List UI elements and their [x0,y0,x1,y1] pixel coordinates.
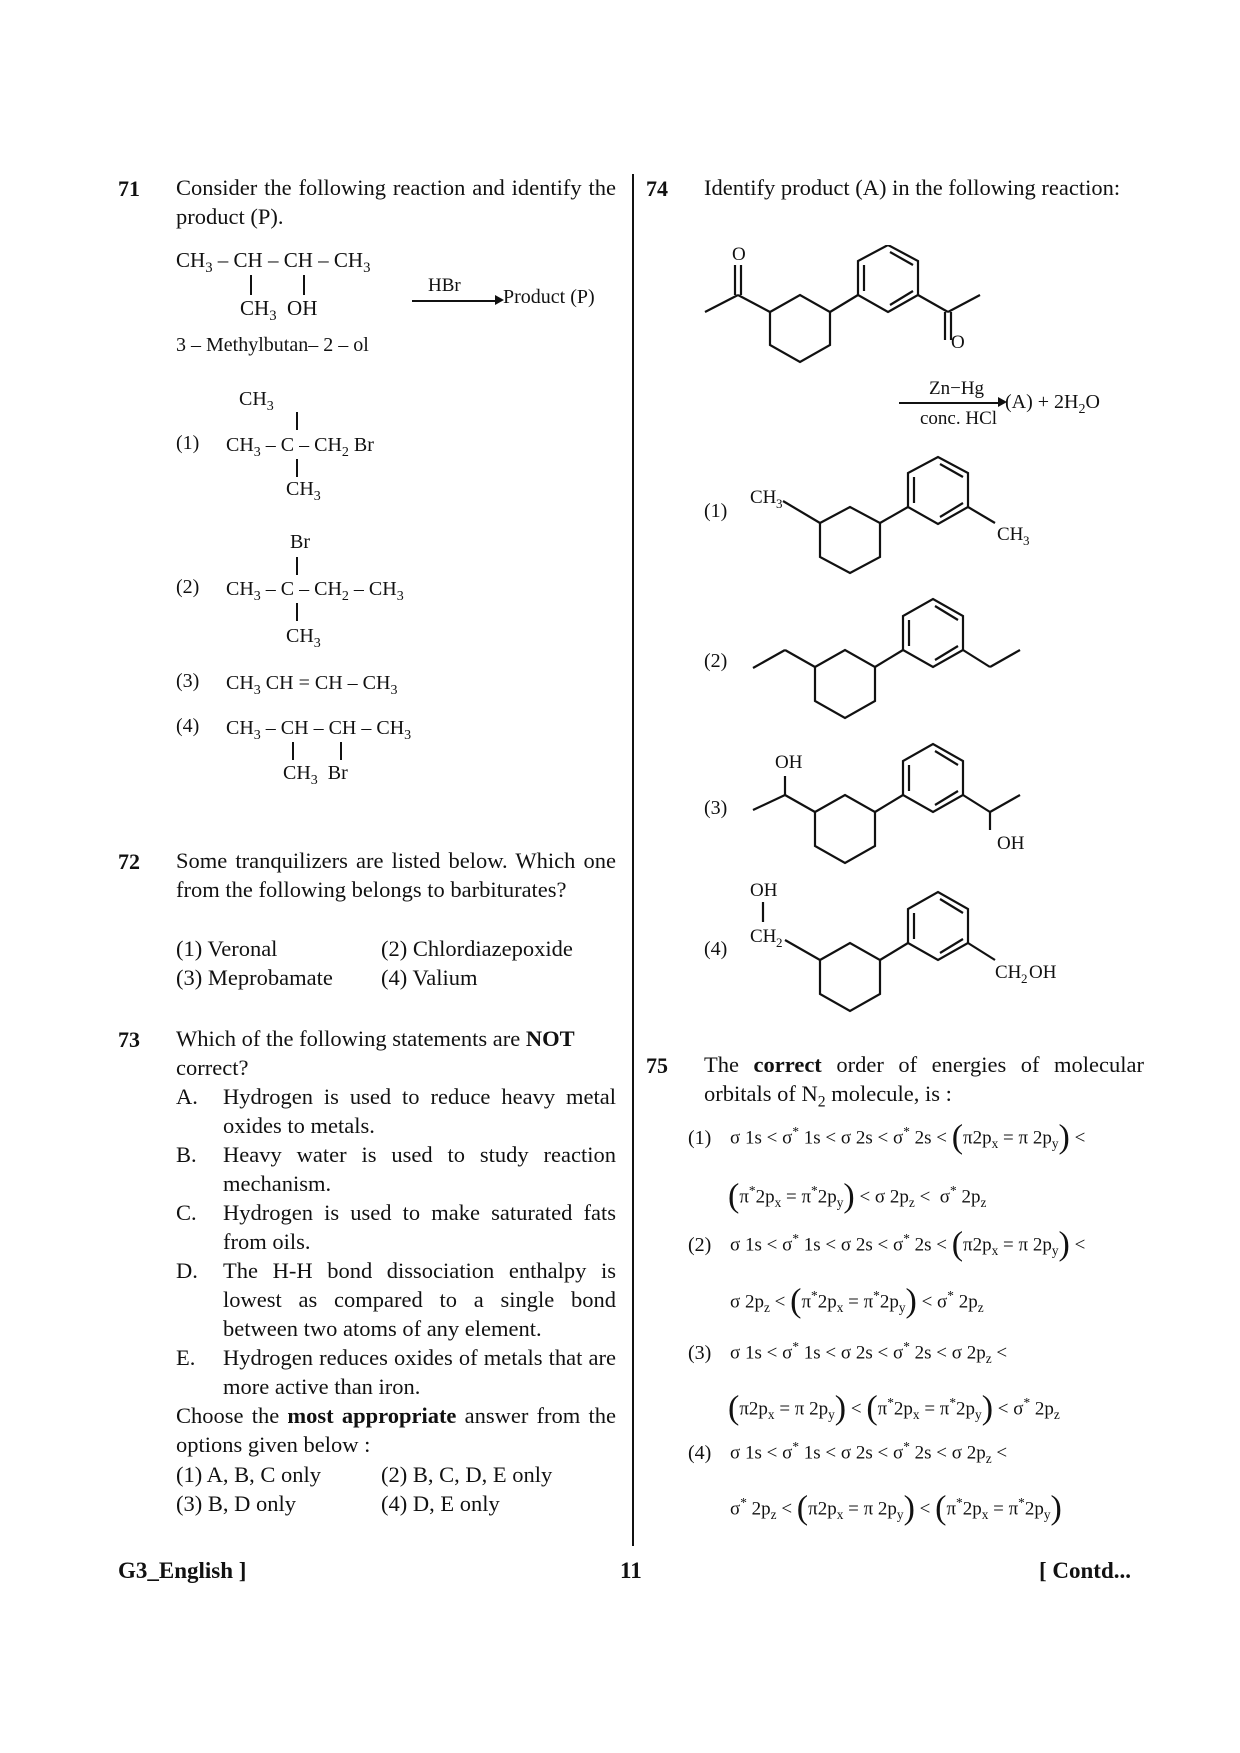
bond-line [250,275,252,295]
formula-text: $CH_3$ [286,478,321,504]
oxygen-label: O [732,245,746,265]
option-75-3-line1: σ 1s < σ* 1s < σ 2s < σ* 2s < σ $2p_z$ < [730,1339,1008,1366]
formula-text: $CH_3$ [239,388,274,414]
statement-text: Hydrogen is used to make saturated fats from oils. [223,1200,616,1254]
bond-line [918,295,948,312]
question-75-number: 75 [646,1053,668,1078]
bond-line [875,650,903,667]
option-75-4-label: (4) [688,1442,712,1464]
statement-label: C. [176,1200,197,1225]
question-73-text-c: correct? [176,1055,249,1080]
reactant-structure [690,245,1020,375]
bond-line [990,795,1020,812]
option-75-2-line2: σ $2p_z < (\pi^*2p_x = \pi^*2p_y) < \sigma^*$ $2p_z$ [730,1282,984,1320]
statement-b [176,1140,616,1198]
cyclohexane-ring [770,295,830,362]
option-75-1-label: (1) [688,1127,712,1149]
option-75-2-line1: σ 1s < σ* 1s < σ 2s < σ* $2s < (\pi 2p_x = \pi$ $2p_y$) < [730,1225,1086,1263]
bond-line [880,943,908,960]
product-text: (A) + 2H [1005,391,1079,413]
bond-line [880,507,908,523]
option-75-4-line1: σ 1s < σ* 1s < σ 2s < σ* 2s < σ $2p_z$ < [730,1439,1008,1466]
statement-text: Hydrogen is used to reduce heavy metal oxides to metals. [223,1084,616,1138]
bond-line [296,603,298,621]
option-73-3: (3) B, D only [176,1491,296,1516]
bond-line [990,650,1020,667]
footer-continued: [ Contd... [1039,1558,1132,1583]
bond-line [963,795,990,812]
statement-label: D. [176,1258,198,1283]
question-72-text: Some tranquilizers are listed below. Which one from the following belongs to barbiturates? [176,848,616,902]
product-p: Product (P) [503,286,595,308]
option-71-4-formula: $CH_3$ – CH – CH – $CH_3$ [226,717,412,743]
statement-c [176,1198,616,1256]
oxygen-label: O [951,332,965,353]
ch2oh-label: CH [995,962,1022,983]
statement-label: B. [176,1142,197,1167]
option-71-4-label: (4) [176,715,200,737]
ch3-label: CH [750,487,777,508]
bond-line [963,650,990,667]
reagent-conc-hcl: conc. HCl [920,408,998,429]
bond-line [968,943,995,960]
reaction-arrow [899,402,1002,404]
reagent-hbr: HBr [428,275,461,296]
statement-label: A. [176,1084,198,1109]
question-72-number: 72 [118,849,140,874]
benzene-ring [858,245,918,312]
footer-page-number: 11 [620,1558,642,1583]
question-75-text-c: order of energies of molecular orbitals of N [704,1052,1145,1106]
option-75-3-label: (3) [688,1342,712,1364]
option-71-2-label: (2) [176,576,200,598]
benzene-ring [903,599,963,667]
bond-line [968,507,995,523]
question-75-text-d: molecule, is : [825,1081,952,1106]
benzene-ring [903,744,963,812]
subscript: 2 [776,935,783,950]
formula-text: Br [290,531,310,553]
statement-e [176,1343,616,1401]
option-73-4: (4) D, E only [381,1491,500,1516]
option-71-3-formula: $CH_3$ CH = CH – $CH_3$ [226,672,398,698]
aromatic-bond [935,791,958,805]
cyclohexane-ring [820,507,880,573]
reagent-zn-hg: Zn−Hg [929,378,985,399]
option-74-2-label: (2) [704,650,728,672]
oh-label: OH [997,833,1025,854]
benzene-ring [908,892,968,960]
option-73-1: (1) A, B, C only [176,1462,322,1487]
option-74-1-structure [745,445,1065,585]
bond-line [303,275,305,295]
ch3-label: CH [997,524,1024,545]
bond-line [705,295,738,312]
column-divider [632,174,634,1546]
choose-text-a: Choose the [176,1403,288,1428]
bond-line [738,295,770,312]
subscript: 2 [1021,971,1028,986]
ch2-label: CH [750,926,777,947]
option-75-1-line2: $(\pi^*2p_x = \pi^*2p_y) < \sigma$ $2p_z < \sigma^*$ $2p_z$ [728,1177,987,1215]
question-75-text-b: correct [753,1052,822,1077]
question-75-text: The correct order of energies of molecular orbitals of $N_2$ molecule, is : [704,1052,1145,1111]
question-71-number: 71 [118,176,140,201]
question-71-text: Consider the following reaction and identify the product (P). [176,175,616,229]
bond-line [296,412,298,430]
subscript: 3 [776,496,783,511]
reactant-formula: $CH_3$ – CH – CH – $CH_3$ [176,248,371,277]
option-72-4: (4) Valium [381,965,478,990]
question-74-number: 74 [646,176,668,201]
subscript: 3 [1023,533,1030,548]
aromatic-bond [935,646,958,660]
reaction-arrow [412,300,500,302]
aromatic-bond [935,751,958,765]
option-75-4-line2: σ* $2p_z < (\pi 2p_x = \pi$ $2p_y) < (\pi^*2p_x = \pi^*2p_y)$ [730,1489,1062,1527]
option-74-3-label: (3) [704,797,728,819]
formula-text: $CH_3$ [286,625,321,651]
cyclohexane-ring [820,943,880,1011]
choose-text-c: answer from the options given below : [176,1403,616,1457]
statement-a [176,1082,616,1140]
oh-label: OH [775,752,803,773]
bond-line [296,459,298,477]
option-73-2: (2) B, C, D, E only [381,1462,553,1487]
bond-line [785,650,815,667]
option-74-1-label: (1) [704,500,728,522]
bond-line [785,795,815,812]
bond-line [830,295,858,312]
option-72-3: (3) Meprobamate [176,965,333,990]
question-73-text-b: NOT [525,1026,575,1051]
option-74-4-structure [745,880,1065,1020]
footer-paper-code: G3_English ] [118,1558,247,1583]
reactant-substituents: $CH_3$ OH [240,296,318,325]
bond-line [340,742,342,760]
bond-line [948,295,980,312]
bond-line [292,742,294,760]
bond-line [783,501,820,523]
question-73-text-a: Which of the following statements are [176,1026,526,1051]
aromatic-bond [890,252,913,265]
question-73-number: 73 [118,1027,140,1052]
question-74-text: Identify product (A) in the following reaction: [704,175,1121,200]
bond-line [753,795,785,810]
option-75-1-line1: σ 1s < σ* 1s < σ 2s < σ* $2s < (\pi 2p_x = \pi$ $2p_y$) < [730,1118,1086,1156]
statement-text: The H-H bond dissociation enthalpy is lowest as compared to a single bond between two atoms of any element. [223,1258,616,1341]
reaction-product: $(A) + 2H_2O$ [1005,391,1100,417]
option-71-3-label: (3) [176,670,200,692]
bond-line [875,795,903,812]
cyclohexane-ring [815,650,875,718]
question-75-text-a: The [704,1052,754,1077]
question-73-text [176,1024,616,1082]
aromatic-bond [940,939,963,953]
option-72-1: (1) Veronal [176,936,278,961]
option-72-2: (2) Chlordiazepoxide [381,936,573,961]
option-71-1-formula: $CH_3$ – C – $CH_2$ Br [226,434,374,460]
option-74-4-label: (4) [704,938,728,960]
cyclohexane-ring [815,795,875,863]
option-71-2-formula: $CH_3$ – C – $CH_2 - CH_3$ [226,578,404,604]
oh-label: OH [750,880,778,901]
statement-label: E. [176,1345,196,1370]
reactant-name: 3 – Methylbutan– 2 – ol [176,334,369,356]
choose-text-b: most appropriate [287,1403,457,1428]
bond-line [753,650,785,668]
option-74-2-structure [745,590,1045,730]
choose-instruction [176,1401,616,1459]
formula-text: $CH_3$ Br [283,762,348,788]
bond-line [785,940,820,960]
statement-text: Hydrogen reduces oxides of metals that are more active than iron. [223,1345,616,1399]
ch2oh-label: OH [1029,962,1057,983]
aromatic-bond [940,464,963,477]
option-75-2-label: (2) [688,1234,712,1256]
option-71-1-label: (1) [176,432,200,454]
statement-text: Heavy water is used to study reaction mechanism. [223,1142,616,1196]
aromatic-bond [890,291,913,305]
statement-d [176,1256,616,1343]
benzene-ring [908,457,968,524]
bond-line [296,557,298,575]
aromatic-bond [940,503,963,517]
option-75-3-line2: ($\pi 2p_x = \pi$ $2p_y) < (\pi^*2p_x = \pi^*2p_y) < \sigma^*$ $2p_z$ [728,1389,1060,1427]
aromatic-bond [940,899,963,913]
option-74-3-structure [745,738,1045,898]
statement-list [176,1082,616,1459]
aromatic-bond [935,606,958,620]
